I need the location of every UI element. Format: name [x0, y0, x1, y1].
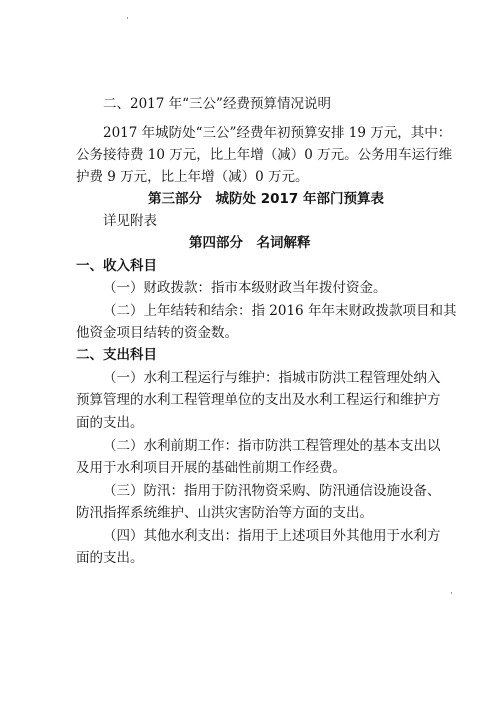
- scan-speck: [127, 17, 128, 19]
- expense-item: 预算管理的水利工程管理单位的支出及水利工程运行和维护方: [76, 392, 441, 408]
- expense-item: （四）其他水利支出：指用于上述项目外其他用于水利方: [103, 528, 441, 544]
- three-public-paragraph-line: 2017 年城防处“三公”经费年初预算安排 19 万元，其中：: [103, 125, 452, 141]
- part4-title: 第四部分 名词解释: [189, 235, 311, 251]
- three-public-paragraph-line: 公务接待费 10 万元，比上年增（减）0 万元。公务用车运行维: [76, 147, 453, 163]
- three-public-title: 二、2017 年“三公”经费预算情况说明: [103, 96, 331, 112]
- expense-heading: 二、支出科目: [76, 347, 157, 363]
- scan-speck: [451, 592, 452, 594]
- expense-item: （三）防汛：指用于防汛物资采购、防汛通信设施设备、: [103, 483, 441, 499]
- part3-title: 第三部分 城防处 2017 年部门预算表: [148, 191, 384, 207]
- expense-item: （一）水利工程运行与维护：指城市防洪工程管理处纳入: [103, 370, 441, 386]
- expense-item: 及用于水利项目开展的基础性前期工作经费。: [76, 460, 346, 476]
- expense-item: 面的支出。: [76, 550, 144, 566]
- three-public-paragraph-line: 护费 9 万元，比上年增（减）0 万元。: [76, 169, 309, 185]
- expense-item: 面的支出。: [76, 415, 144, 431]
- part3-body: 详见附表: [103, 213, 157, 229]
- income-item: （一）财政拨款：指市本级财政当年拨付资金。: [103, 280, 387, 296]
- income-heading: 一、收入科目: [76, 258, 157, 274]
- income-item: 他资金项目结转的资金数。: [76, 325, 238, 341]
- expense-item: 防汛指挥系统维护、山洪灾害防治等方面的支出。: [76, 505, 373, 521]
- expense-item: （二）水利前期工作：指市防洪工程管理处的基本支出以: [103, 438, 441, 454]
- income-item: （二）上年结转和结余：指 2016 年年末财政拨款项目和其: [103, 303, 457, 319]
